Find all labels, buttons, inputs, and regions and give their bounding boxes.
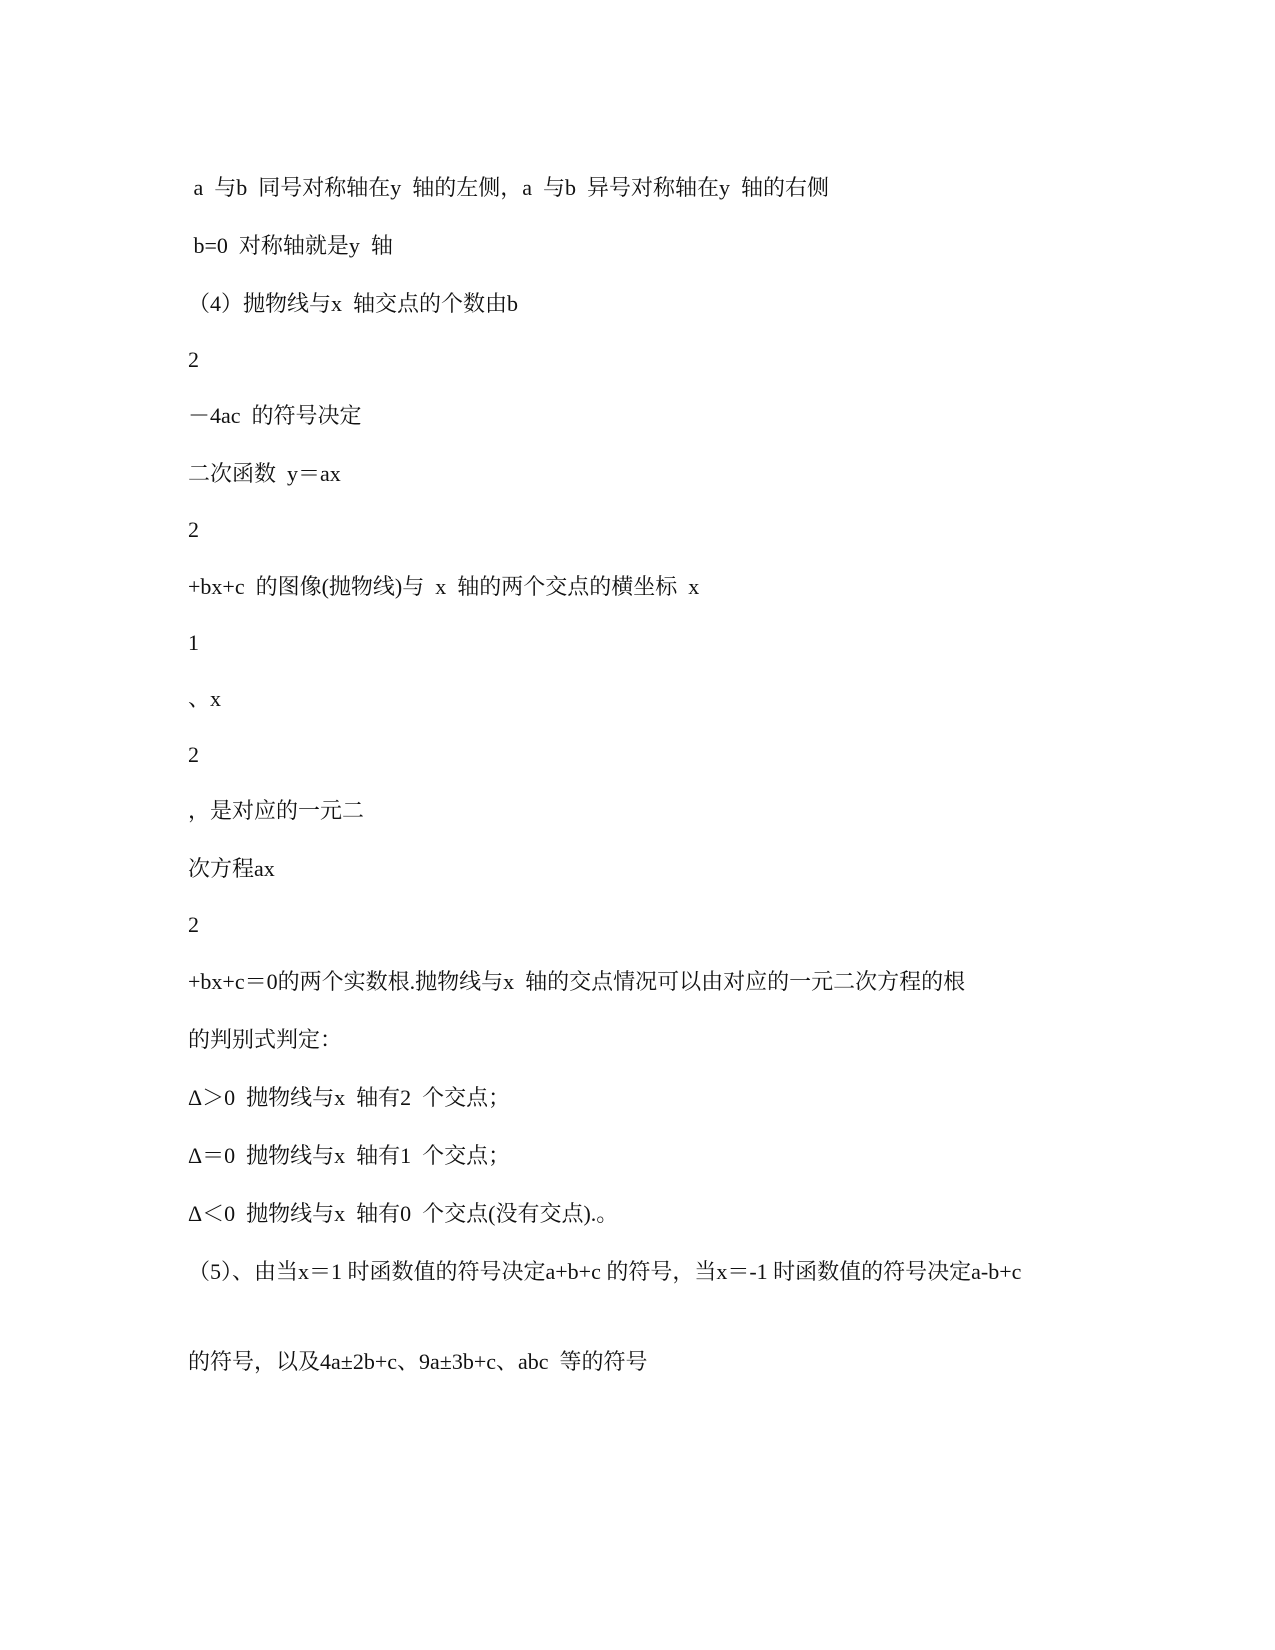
text-line: b=0 对称轴就是y 轴	[188, 233, 393, 258]
text-line: 的判别式判定：	[188, 1027, 343, 1052]
text-line: 、x	[188, 686, 222, 711]
text-line: 2	[188, 347, 199, 372]
text-line: 1	[188, 630, 199, 655]
text-line: Δ＝0 抛物线与x 轴有1 个交点；	[188, 1143, 511, 1168]
text-line: 二次函数 y＝ax	[188, 461, 341, 486]
text-line: （4）抛物线与x 轴交点的个数由b	[188, 291, 519, 316]
text-line: Δ＜0 抛物线与x 轴有0 个交点(没有交点).。	[188, 1201, 619, 1226]
text-line: 2	[188, 912, 199, 937]
text-line: +bx+c 的图像(抛物线)与 x 轴的两个交点的横坐标 x	[188, 574, 700, 599]
text-line: －4ac 的符号决定	[188, 403, 362, 428]
text-line: 的符号，以及4a±2b+c、9a±3b+c、abc 等的符号	[188, 1349, 648, 1374]
text-line: ，是对应的一元二	[188, 798, 365, 823]
text-line: +bx+c＝0的两个实数根.抛物线与x 轴的交点情况可以由对应的一元二次方程的根	[188, 969, 966, 994]
text-line: Δ＞0 抛物线与x 轴有2 个交点；	[188, 1085, 511, 1110]
text-line: 2	[188, 742, 199, 767]
text-line: a 与b 同号对称轴在y 轴的左侧，a 与b 异号对称轴在y 轴的右侧	[188, 175, 830, 200]
text-paragraph: （5）、由当x＝1 时函数值的符号决定a+b+c 的符号，当x＝-1 时函数值的符号决定a-b+c	[188, 1259, 1022, 1284]
text-line: 2	[188, 517, 199, 542]
text-line: 次方程ax	[188, 856, 275, 881]
